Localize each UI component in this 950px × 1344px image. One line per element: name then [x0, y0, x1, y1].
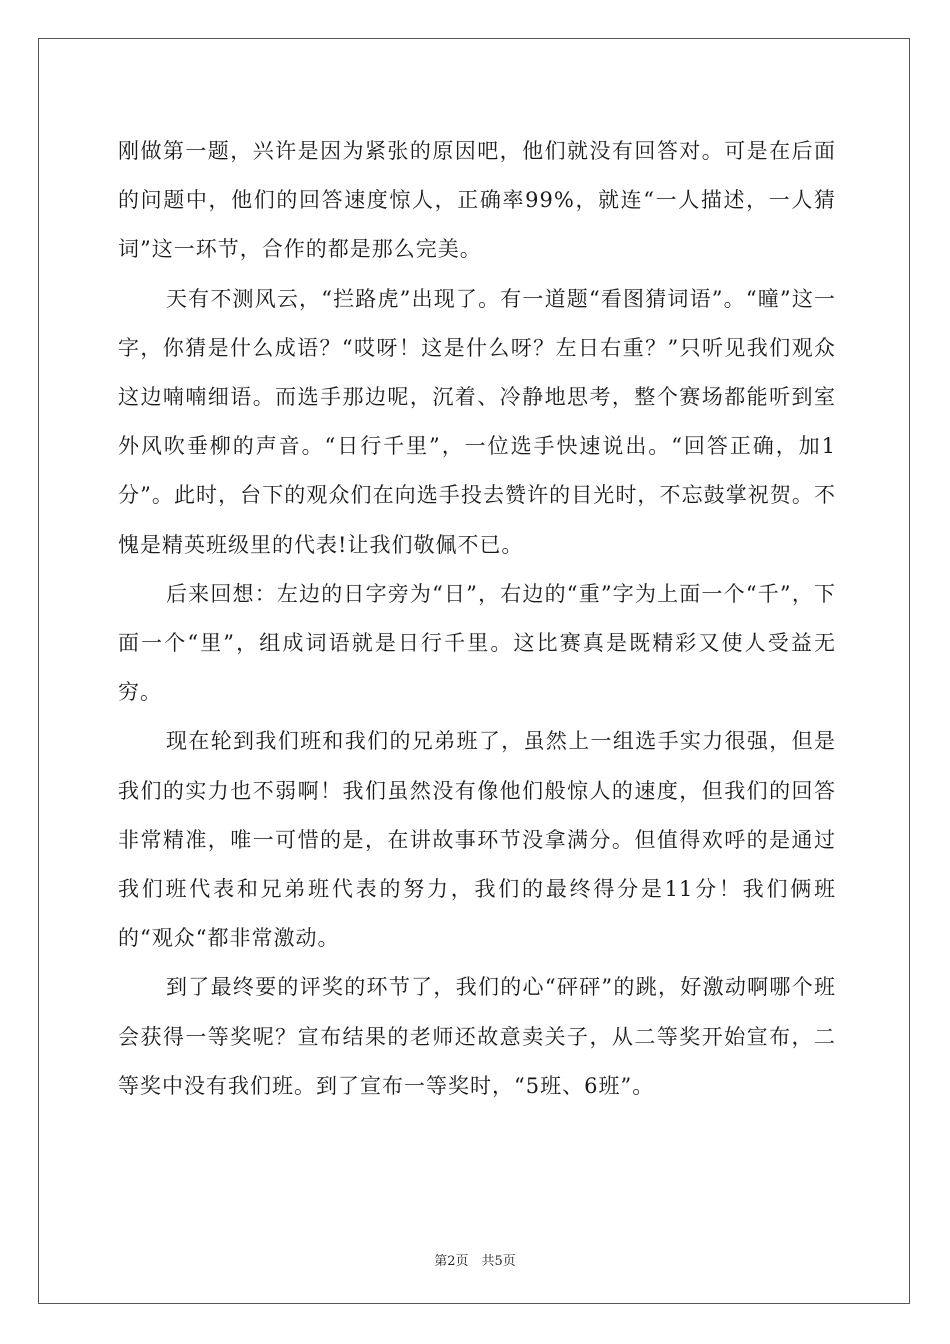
paragraph-3: 后来回想：左边的日字旁为“日”，右边的“重”字为上面一个“千”，下面一个“里”，组成词语就是日行千里。这比赛真是既精彩又使人受益无穷。	[118, 581, 836, 705]
document-body	[118, 127, 836, 1111]
paragraph-4: 现在轮到我们班和我们的兄弟班了，虽然上一组选手实力很强，但是我们的实力也不弱啊！我们虽然没有像他们般惊人的速度，但我们的回答非常精准，唯一可惜的是，在讲故事环节没拿满分。但值得欢呼的是通过我们班代表和兄弟班代表的努力，我们的最终得分是11分！我们俩班的“观众“都非常激动。	[118, 729, 836, 951]
paragraph-1: 刚做第一题，兴许是因为紧张的原因吧，他们就没有回答对。可是在后面的问题中，他们的回答速度惊人，正确率99%，就连“一人描述，一人猜词”这一环节，合作的都是那么完美。	[118, 139, 836, 262]
page-number-footer: 第2页 共5页	[434, 1254, 516, 1269]
paragraph-5: 到了最终要的评奖的环节了，我们的心“砰砰”的跳，好激动啊哪个班会获得一等奖呢？宣布结果的老师还故意卖关子，从二等奖开始宣布，二等奖中没有我们班。到了宣布一等奖时，“5班、6班”。	[118, 975, 836, 1098]
paragraph-2: 天有不测风云，“拦路虎”出现了。有一道题“看图猜词语”。“曈”这一字，你猜是什么成语？“哎呀！这是什么呀？左日右重？”只听见我们观众这边喃喃细语。而选手那边呢，沉着、冷静地思考，整个赛场都能听到室外风吹垂柳的声音。“日行千里”，一位选手快速说出。“回答正确，加1分”。此时，台下的观众们在向选手投去赞许的目光时，不忘鼓掌祝贺。不愧是精英班级里的代表!让我们敬佩不已。	[118, 286, 836, 557]
